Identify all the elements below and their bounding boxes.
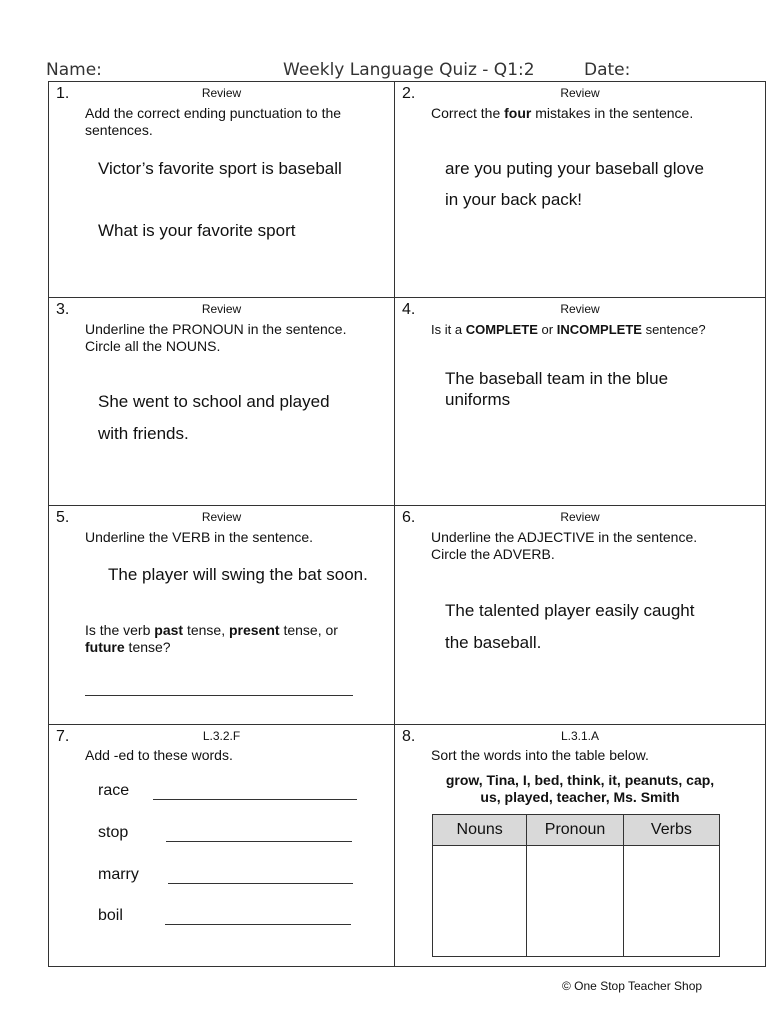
sentence: Victor’s favorite sport is baseball [98,159,342,178]
word-boil: boil [98,907,123,924]
answer-line [166,841,352,842]
instruction: Is it a COMPLETE or INCOMPLETE sentence? [431,322,706,337]
copyright-footer: © One Stop Teacher Shop [562,979,703,993]
question-number: 5. [56,509,70,526]
question-3 [49,298,394,505]
answer-line [85,695,353,696]
sentence: The player will swing the bat soon. [108,565,368,584]
sentence-line: the baseball. [445,633,542,652]
sort-table [432,814,720,957]
instruction: Circle all the NOUNS. [85,338,221,354]
name-label: Name: [46,60,102,80]
question-2 [395,82,765,297]
question-number: 8. [402,728,416,745]
question-number: 7. [56,728,70,745]
answer-line [165,924,351,925]
standard-tag: Review [201,86,242,100]
question-number: 6. [402,509,416,526]
question-7 [49,725,394,966]
question-5 [49,506,394,724]
word-bank: grow, Tina, I, bed, think, it, peanuts, cap, us, played, teacher, Ms. Smith [445,772,715,805]
column-header-verbs: Verbs [623,815,719,846]
pronoun-answer-cell[interactable] [527,846,623,957]
standard-tag: Review [201,510,242,524]
question-number: 3. [56,301,70,318]
standard-tag: L.3.2.F [202,729,241,743]
sentence: What is your favorite sport [98,221,296,240]
instruction: Sort the words into the table below. [431,747,649,763]
nouns-answer-cell[interactable] [433,846,527,957]
date-label: Date: [584,60,631,80]
standard-tag: Review [560,510,600,524]
sentence-line: The talented player easily caught [445,601,695,620]
word-race: race [98,782,130,799]
column-header-pronoun: Pronoun [527,815,623,846]
question-1 [49,82,394,297]
sentence-line: in your back pack! [445,190,583,209]
question-6 [395,506,765,724]
verbs-answer-cell[interactable] [623,846,719,957]
instruction: Circle the ADVERB. [431,546,555,562]
word-stop: stop [98,824,129,841]
sentence-line: are you puting your baseball glove [445,159,704,178]
column-header-nouns: Nouns [433,815,527,846]
answer-line [168,883,353,884]
question-4 [395,298,765,505]
quiz-title: Weekly Language Quiz - Q1:2 [283,60,535,80]
standard-tag: Review [560,302,600,316]
standard-tag: Review [560,86,600,100]
standard-tag: Review [201,302,242,316]
answer-line [153,799,357,800]
instruction: Correct the four mistakes in the sentence. [431,105,694,121]
instruction: Add the correct ending punctuation to the sentences. [85,105,342,138]
instruction: Underline the ADJECTIVE in the sentence. [431,529,698,545]
instruction: Underline the VERB in the sentence. [85,529,314,545]
sentence-line: She went to school and played [98,392,330,411]
word-marry: marry [98,866,139,883]
question-number: 1. [56,85,70,102]
sentence-line: with friends. [98,424,189,443]
sentence-line: uniforms [445,390,511,409]
sentence-line: The baseball team in the blue [445,369,669,388]
tense-question: Is the verb past tense, present tense, or future tense? [85,622,338,655]
instruction: Add -ed to these words. [85,747,233,763]
standard-tag: L.3.1.A [560,729,600,743]
question-number: 4. [402,301,416,318]
instruction: Underline the PRONOUN in the sentence. [85,321,347,337]
question-number: 2. [402,85,416,102]
